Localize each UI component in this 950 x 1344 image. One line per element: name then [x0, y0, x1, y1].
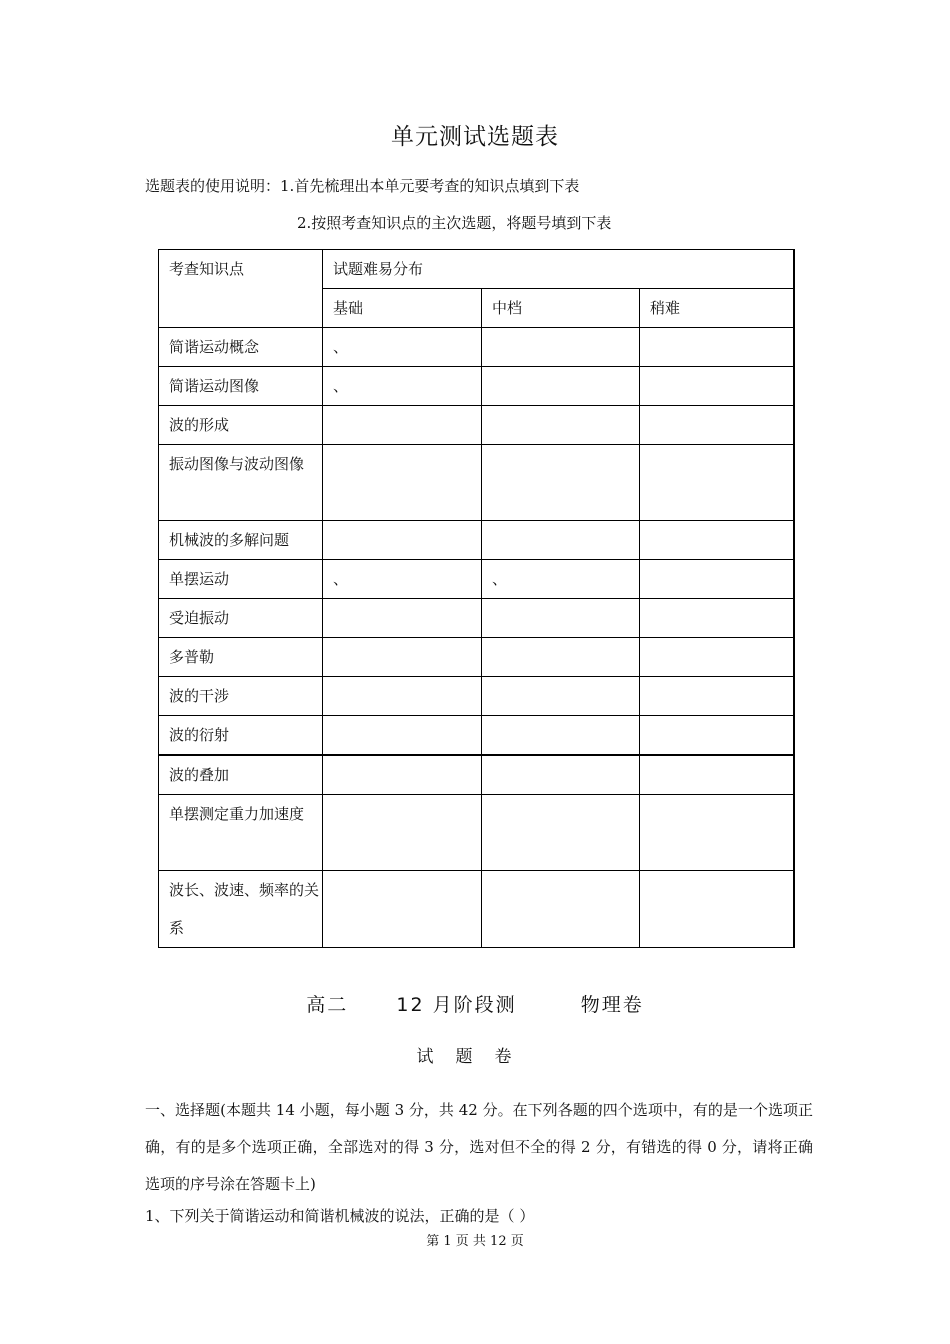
- mid-cell: [482, 521, 640, 560]
- exam-title-grade: 高二: [306, 994, 349, 1016]
- topic-cell: 波的衍射: [159, 716, 323, 756]
- header-level-hard: 稍难: [640, 289, 794, 328]
- mid-cell: [482, 367, 640, 406]
- table-row: [159, 406, 794, 445]
- basic-cell: [323, 638, 482, 677]
- basic-cell: [323, 755, 482, 795]
- table-row: [159, 445, 794, 521]
- mid-cell: [482, 716, 640, 756]
- table-row: [159, 755, 794, 795]
- hard-cell: [640, 445, 794, 521]
- topic-cell: 波的形成: [159, 406, 323, 445]
- mid-cell: [482, 677, 640, 716]
- header-level-mid: 中档: [482, 289, 640, 328]
- hard-cell: [640, 521, 794, 560]
- topic-cell: 多普勒: [159, 638, 323, 677]
- hard-cell: [640, 560, 794, 599]
- page-footer: 第 1 页 共 12 页: [426, 1234, 524, 1249]
- basic-cell: [323, 521, 482, 560]
- hard-cell: [640, 367, 794, 406]
- mid-cell: [482, 638, 640, 677]
- exam-subtitle: 试题卷: [416, 1047, 534, 1067]
- header-topic: 考查知识点: [159, 250, 323, 328]
- mid-cell: 、: [482, 560, 640, 599]
- hard-cell: [640, 716, 794, 756]
- mid-cell: [482, 755, 640, 795]
- basic-cell: [323, 677, 482, 716]
- mid-cell: [482, 328, 640, 367]
- topic-cell: 单摆运动: [159, 560, 323, 599]
- topic-cell: 简谐运动概念: [159, 328, 323, 367]
- hard-cell: [640, 677, 794, 716]
- basic-cell: [323, 871, 482, 948]
- mid-cell: [482, 871, 640, 948]
- topic-cell: 波的叠加: [159, 755, 323, 795]
- basic-cell: [323, 716, 482, 756]
- basic-cell: 、: [323, 560, 482, 599]
- topic-cell: 机械波的多解问题: [159, 521, 323, 560]
- hard-cell: [640, 406, 794, 445]
- topic-cell: 受迫振动: [159, 599, 323, 638]
- hard-cell: [640, 795, 794, 871]
- topic-cell: 振动图像与波动图像: [159, 445, 323, 521]
- topic-cell: 简谐运动图像: [159, 367, 323, 406]
- hard-cell: [640, 755, 794, 795]
- mid-cell: [482, 445, 640, 521]
- topic-cell: 波的干涉: [159, 677, 323, 716]
- topic-cell: 波长、波速、频率的关系: [159, 871, 323, 948]
- table-row: [159, 560, 794, 599]
- exam-paper-title: [0, 990, 950, 1017]
- hard-cell: [640, 871, 794, 948]
- exam-title-stage: 月阶段测: [432, 994, 517, 1016]
- table-row: [159, 328, 794, 367]
- mid-cell: [482, 599, 640, 638]
- table-row: [159, 716, 794, 756]
- table-row: [159, 795, 794, 871]
- basic-cell: [323, 445, 482, 521]
- table-row: [159, 871, 794, 948]
- hard-cell: [640, 638, 794, 677]
- exam-title-month: 12: [396, 994, 425, 1016]
- basic-cell: 、: [323, 328, 482, 367]
- section-heading-choice: 一、选择题(本题共 14 小题，每小题 3 分，共 42 分。在下列各题的四个选项中，有的是一个选项正确，有的是多个选项正确，全部选对的得 3 分，选对但不全的得 2 分，有错选的得 0 分，请将正确选项的序号涂在答题卡上): [145, 1101, 813, 1193]
- table-row: [159, 599, 794, 638]
- instruction-line-1: 选题表的使用说明：1.首先梳理出本单元要考查的知识点填到下表: [145, 177, 580, 195]
- basic-cell: [323, 795, 482, 871]
- table-row: [159, 638, 794, 677]
- table-row: [159, 367, 794, 406]
- hard-cell: [640, 328, 794, 367]
- basic-cell: [323, 599, 482, 638]
- table-row: [159, 677, 794, 716]
- header-level-basic: 基础: [323, 289, 482, 328]
- topic-cell: 单摆测定重力加速度: [159, 795, 323, 871]
- question-1: 1、下列关于简谐运动和简谐机械波的说法，正确的是（ ）: [145, 1207, 535, 1225]
- instruction-line-2: 2.按照考查知识点的主次选题，将题号填到下表: [297, 214, 612, 232]
- basic-cell: 、: [323, 367, 482, 406]
- table-row: [159, 521, 794, 560]
- mid-cell: [482, 795, 640, 871]
- exam-title-subject: 物理卷: [580, 994, 644, 1016]
- selection-table: [158, 249, 795, 948]
- basic-cell: [323, 406, 482, 445]
- mid-cell: [482, 406, 640, 445]
- page-title: 单元测试选题表: [391, 124, 559, 150]
- header-distribution: 试题难易分布: [323, 250, 794, 289]
- hard-cell: [640, 599, 794, 638]
